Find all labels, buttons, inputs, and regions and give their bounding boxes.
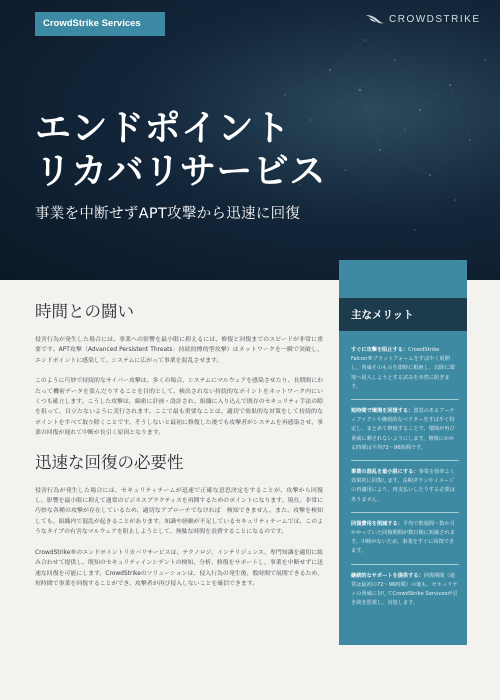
benefit-label: 回復費用を削減する： <box>351 520 403 527</box>
page-title <box>35 107 326 193</box>
brand-name: CROWDSTRIKE <box>389 13 481 25</box>
sidebar-title: 主なメリット <box>351 309 414 321</box>
benefit-label: 継続的なサポートを提供する： <box>351 572 424 579</box>
benefit-text: 悪意のあるアーティファクトや継続的なベクターをすばやく特定し、まとめて修復することで、環境が再び脅威に晒されないようにします。修復にかかる時間は平均72～96時間です。 <box>351 408 455 451</box>
title-line-2: リカバリサービス <box>35 151 326 192</box>
sidebar-accent <box>339 260 467 298</box>
benefit-text: 平均で数週間～数か月かかっていた回復期間が数日間に短縮されます。中断がないため、事業をすぐに回復できます。 <box>351 520 455 555</box>
benefits-sidebar <box>339 260 467 645</box>
page-subtitle: 事業を中断せずAPT攻撃から迅速に回復 <box>35 206 301 222</box>
paragraph: このように巧妙で持続的なサイバー攻撃は、多くの場合、システムにマルウェアを感染させたり、長期間にわたって機密データを盗んだりすることを目的として、検出されない持続的なポイントをネットワーク内にいくつも確立します。こうした攻撃は、綿密に計画・設計され、組織に入り込んで既存のセキュリティ手法の隙を狙って、目立たないように実行されます。ここで最も重要なことは、適切で効果的な対策をして持続的なポイントをすべて取り除くことです。そうしないと最初に修復した後でも攻撃者がシステムを再感染させ、事業の回復が遅れて中断が長引く原因となります。 <box>35 378 323 437</box>
main-content <box>35 298 323 599</box>
benefit-label: すぐに攻撃を阻止する： <box>351 347 409 353</box>
benefit-text: 回復期間（通常は最初の72～96時間）の後も、セキュリティの脅威に対してCrowdStrike Servicesが引き続き監視し、対処します。 <box>351 572 458 607</box>
section-heading-time: 時間との闘い <box>35 302 134 321</box>
benefits-list <box>351 346 459 622</box>
benefit-text: 事業を効率よく効果的に回復します。長期ダウンやイメージの再適用により、再支払いしたりする必要はありません。 <box>351 469 455 503</box>
list-item <box>351 346 459 400</box>
title-line-1: エンドポイント <box>35 108 291 149</box>
paragraph: CrowdStrike®のエンドポイントリカバリサービスは、テクノロジ、インテリジェンス、専門知識を適切に組み合わせて提供し、既知のセキュリティインシデントの検知、分析、修復をサポートし、事業を中断せずに迅速な回復を可能にします。CrowdStrikeのソリューションは、侵入行為の発生後、数時間で展開できるため、短時間で事業を回復することができ、攻撃者が再び侵入しないことを確信できます。 <box>35 549 323 587</box>
benefit-label: 短時間で環境を回復する： <box>351 408 414 415</box>
benefit-label: 事業の混乱を最小限にする： <box>351 469 419 476</box>
falcon-logo-icon <box>365 12 385 26</box>
list-item <box>351 520 459 565</box>
services-tag: CrowdStrike Services <box>35 12 165 36</box>
paragraph: 侵害行為が発生した場合には、事業への影響を最小限に抑えるには、修復と回復までのスピードが非常に重要です。APT攻撃（Advanced Persistent Threats：持続的標的型攻撃）はネットワークを一瞬で突破し、エンドポイントに感染して、システムに広がって事業を混乱させます。 <box>35 337 323 364</box>
hero-banner <box>0 0 500 280</box>
benefit-text: CrowdStrike Falcon®プラットフォームをすばやく展開し、脅威そのものを即時に根絶し、以降に環境へ侵入しようとする試みを未然に防ぎます。 <box>351 347 455 390</box>
brand-logo <box>365 12 481 26</box>
list-item <box>351 407 459 461</box>
list-item <box>351 572 459 616</box>
paragraph: 侵害行為が発生した場合には、セキュリティチームが迅速で正確な意思決定をすることが、攻撃から回復し、影響を最小限に抑えて通常のビジネスプラクティスを再開するためのポイントになります。現在、非常に巧妙な各種の攻撃が存在しているため、適切なアプローチでなければ 検知できません。また、攻撃を検知しても、組織内で混乱が起きることがあります。知識や経験が不足しているセキュリティチームでは、このようなタイプの有害なマルウェアを阻止しようとして、無駄な時間を浪費することになるのです。 <box>35 487 323 536</box>
section-heading-recovery: 迅速な回復の必要性 <box>35 452 184 472</box>
list-item <box>351 468 459 513</box>
